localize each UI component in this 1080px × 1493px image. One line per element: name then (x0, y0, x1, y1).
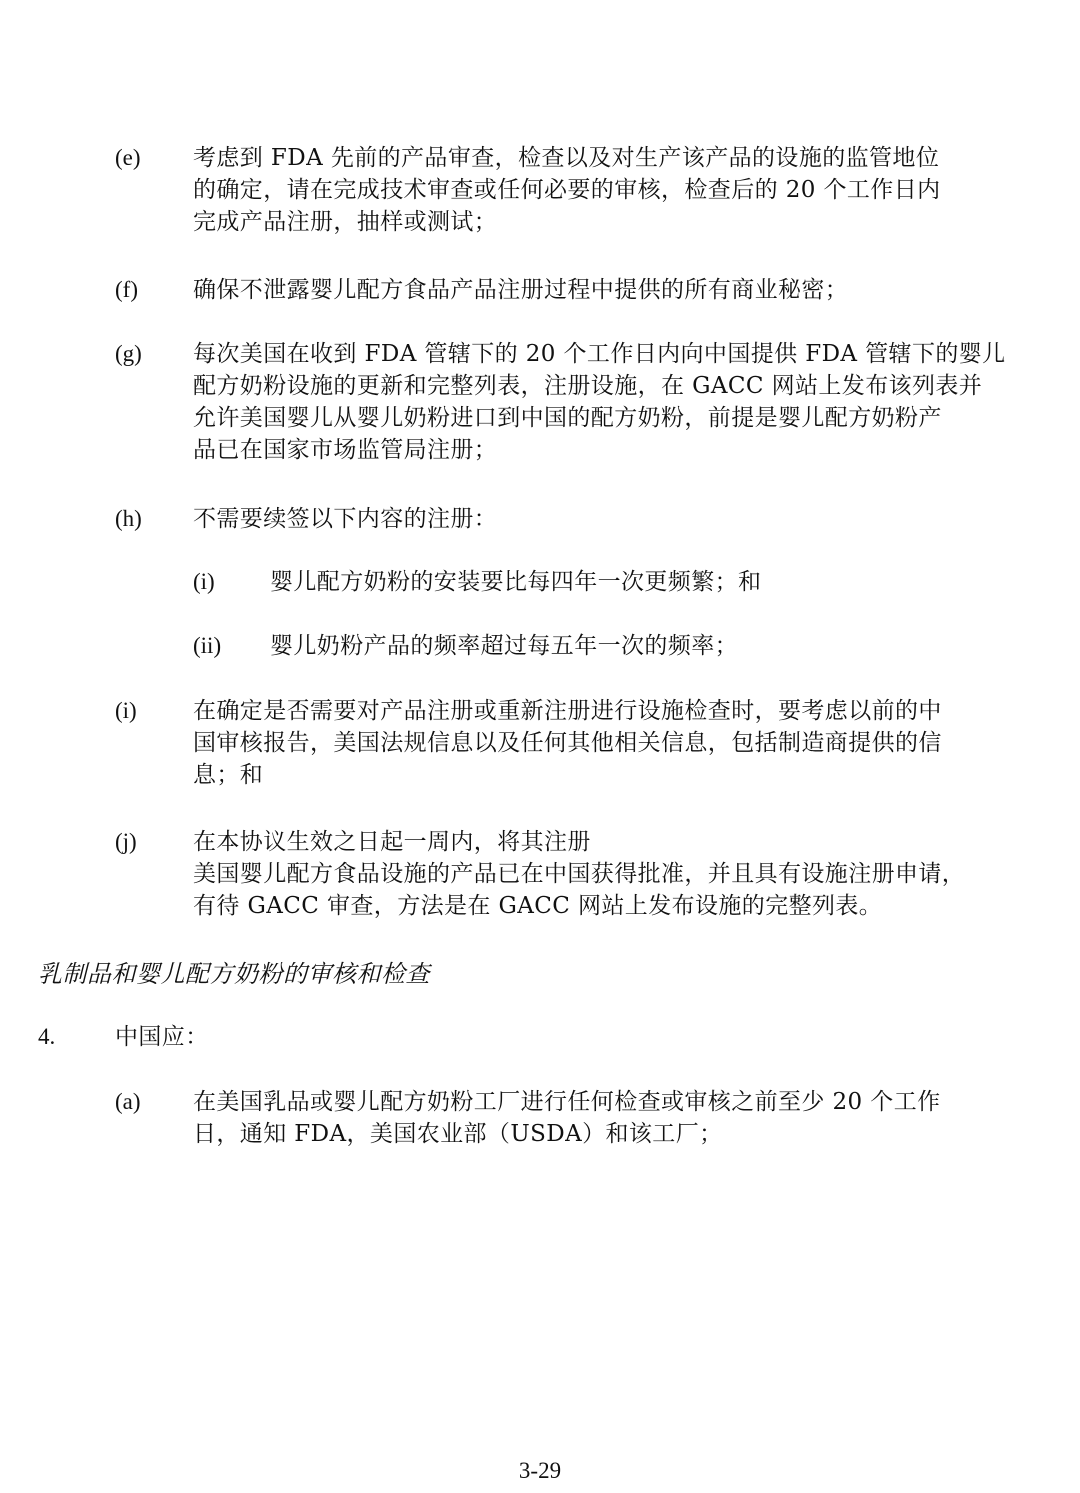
item-text-line: 日，通知 FDA，美国农业部（USDA）和该工厂； (193, 1121, 723, 1147)
item-label: (i) (193, 569, 215, 594)
item-text-line: 婴儿配方奶粉的安装要比每四年一次更频繁；和 (270, 569, 762, 595)
item-text-line: 完成产品注册，抽样或测试； (193, 209, 498, 235)
item-text-line: 有待 GACC 审查，方法是在 GACC 网站上发布设施的完整列表。 (193, 893, 883, 919)
item-text (193, 338, 1073, 466)
item-text (270, 630, 1070, 662)
paragraph-text: 中国应： (115, 1024, 209, 1050)
item-text-line: 确保不泄露婴儿配方食品产品注册过程中提供的所有商业秘密； (193, 277, 849, 303)
item-text (193, 503, 1073, 535)
item-label: (f) (115, 277, 138, 302)
item-text (193, 826, 1073, 922)
item-text (270, 566, 1070, 598)
item-text (193, 274, 1073, 306)
item-label: (i) (115, 698, 137, 723)
item-text-line: 配方奶粉设施的更新和完整列表，注册设施，在 GACC 网站上发布该列表并 (193, 373, 983, 399)
page-number: 3-29 (518, 1458, 562, 1483)
item-label: (g) (115, 341, 142, 366)
item-text-line: 允许美国婴儿从婴儿奶粉进口到中国的配方奶粉，前提是婴儿配方奶粉产 (193, 405, 942, 431)
item-text-line: 美国婴儿配方食品设施的产品已在中国获得批准，并且具有设施注册申请， (193, 861, 966, 887)
item-text-line: 在确定是否需要对产品注册或重新注册进行设施检查时，要考虑以前的中 (193, 698, 942, 724)
item-label: (j) (115, 829, 137, 854)
paragraph-number: 4. (38, 1024, 56, 1049)
item-text-line: 每次美国在收到 FDA 管辖下的 20 个工作日内向中国提供 FDA 管辖下的婴儿 (193, 341, 1006, 367)
item-text-line: 息；和 (193, 762, 264, 788)
item-text-line: 在美国乳品或婴儿配方奶粉工厂进行任何检查或审核之前至少 20 个工作 (193, 1089, 941, 1115)
item-label: (ii) (193, 633, 222, 658)
item-label: (a) (115, 1089, 141, 1114)
section-heading: 乳制品和婴儿配方奶粉的审核和检查 (38, 960, 430, 988)
item-label: (e) (115, 145, 141, 170)
item-text-line: 国审核报告，美国法规信息以及任何其他相关信息，包括制造商提供的信 (193, 730, 942, 756)
item-text (193, 142, 1073, 238)
item-text (193, 1086, 1073, 1150)
item-text (193, 695, 1073, 791)
item-text-line: 不需要续签以下内容的注册： (193, 506, 498, 532)
item-text-line: 的确定，请在完成技术审查或任何必要的审核，检查后的 20 个工作日内 (193, 177, 941, 203)
item-text-line: 婴儿奶粉产品的频率超过每五年一次的频率； (270, 633, 738, 659)
item-text-line: 考虑到 FDA 先前的产品审查，检查以及对生产该产品的设施的监管地位 (193, 145, 940, 171)
item-text-line: 品已在国家市场监管局注册； (193, 437, 498, 463)
item-label: (h) (115, 506, 142, 531)
item-text-line: 在本协议生效之日起一周内，将其注册 (193, 829, 591, 855)
